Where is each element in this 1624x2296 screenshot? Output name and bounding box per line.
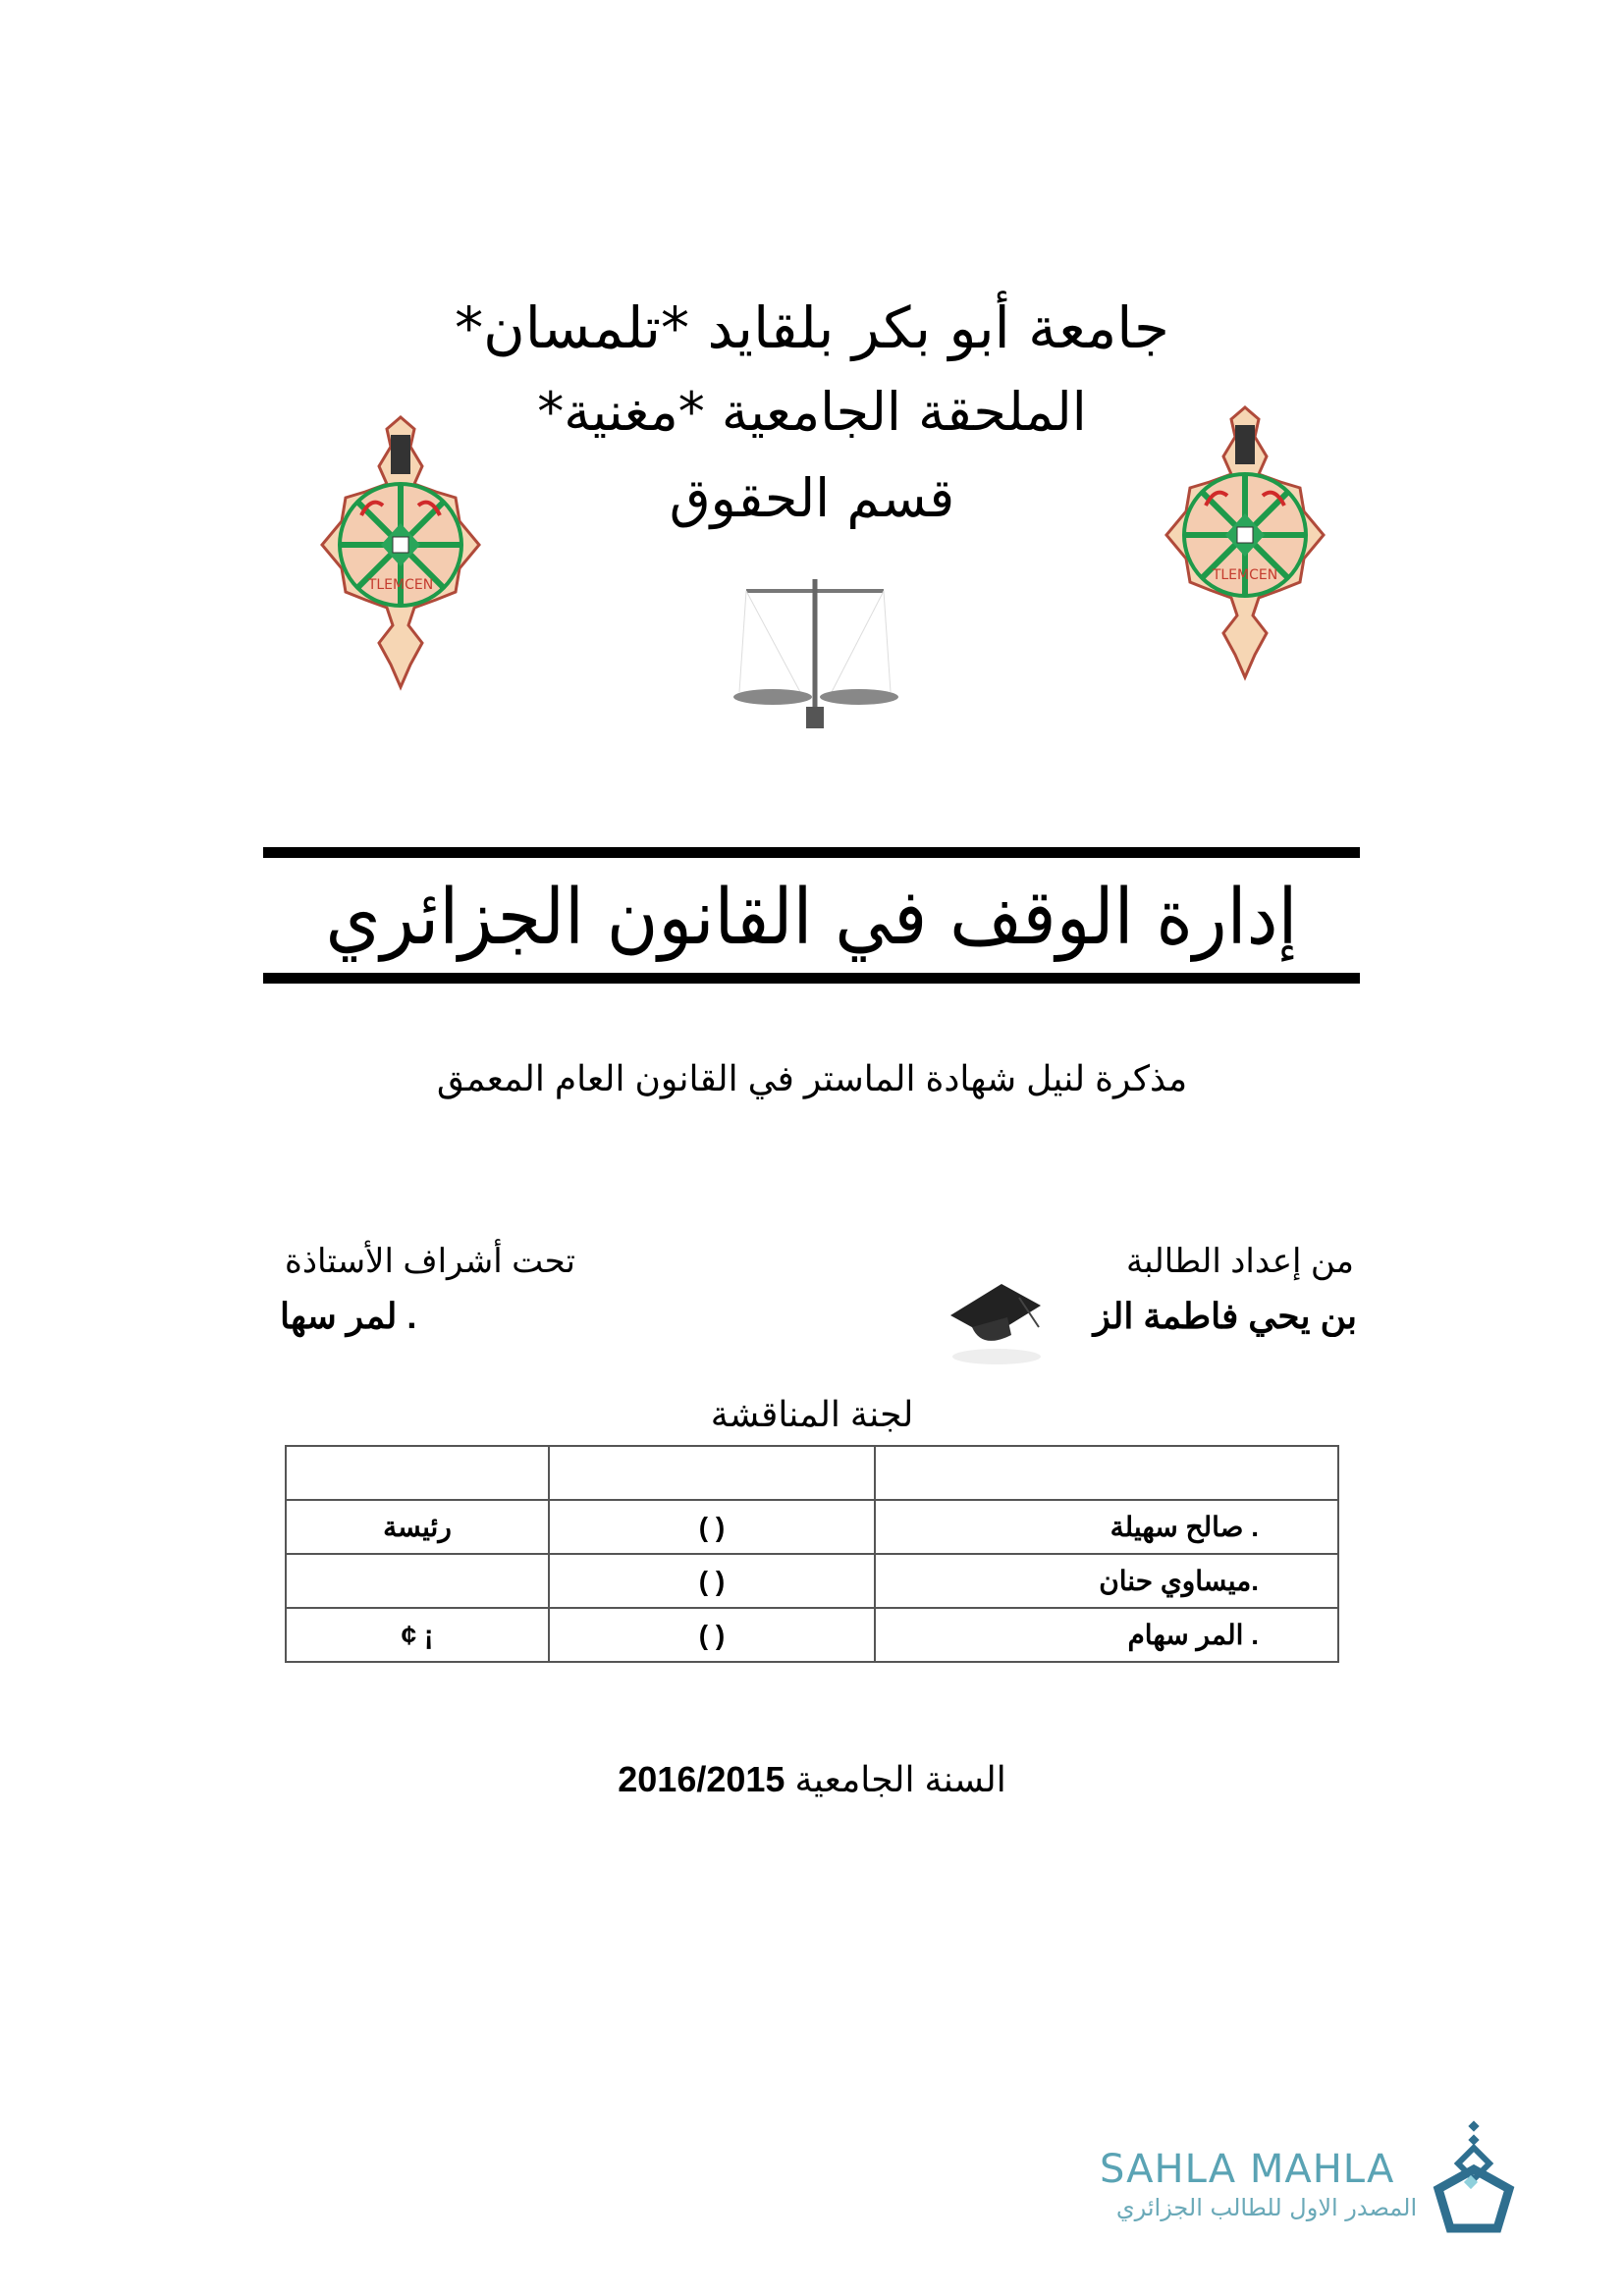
committee-title: لجنة المناقشة [710,1394,914,1434]
supervisor-name: . لمر سها [280,1296,417,1336]
brand-name: SAHLA MAHLA [1100,2147,1395,2192]
member-rank [549,1446,875,1500]
brand-watermark [1090,2135,1522,2243]
university-annex: الملحقة الجامعية *مغنية* [537,381,1087,443]
university-name: جامعة أبو بكر بلقايد *تلمسان* [455,294,1169,361]
member-role [286,1554,549,1608]
department-name: قسم الحقوق [669,467,955,529]
table-row [286,1608,1338,1662]
member-role: رئيسة [286,1500,549,1554]
member-name [875,1446,1338,1500]
table-row [286,1554,1338,1608]
academic-year [0,1759,1624,1800]
thesis-title: إدارة الوقف في القانون الجزائري [325,874,1298,962]
graduation-cap-icon [943,1266,1051,1369]
member-rank: ( ) [549,1500,875,1554]
student-name: بن يحي فاطمة الز [1093,1296,1357,1336]
member-role: ¡ ¢ [286,1608,549,1662]
student-label: من إعداد الطالبة [1125,1243,1354,1280]
member-name: . صالح سهيلة [875,1500,1338,1554]
member-rank: ( ) [549,1554,875,1608]
title-rule-top [263,847,1360,858]
svg-text:TLEMCEN: TLEMCEN [367,577,434,593]
academic-year-value: 2016/2015 [618,1759,785,1799]
academic-year-label: السنة الجامعية [794,1759,1006,1799]
supervisor-label: تحت أشراف الأستاذة [285,1243,575,1280]
title-rule-bottom [263,973,1360,984]
scales-of-justice-icon [722,569,908,741]
university-emblem-left-icon [312,407,489,692]
member-name: .ميساوي حنان [875,1554,1338,1608]
thesis-subtitle: مذكرة لنيل شهادة الماستر في القانون العام المعمق [436,1058,1188,1098]
member-name: . المر سهام [875,1608,1338,1662]
sahla-mahla-logo-icon [1429,2120,1517,2238]
table-row [286,1500,1338,1554]
member-rank: ( ) [549,1608,875,1662]
committee-table [285,1445,1339,1663]
table-row [286,1446,1338,1500]
brand-tagline: المصدر الاول للطالب الجزائري [1115,2194,1418,2221]
svg-text:TLEMCEN: TLEMCEN [1212,567,1278,583]
member-role [286,1446,549,1500]
